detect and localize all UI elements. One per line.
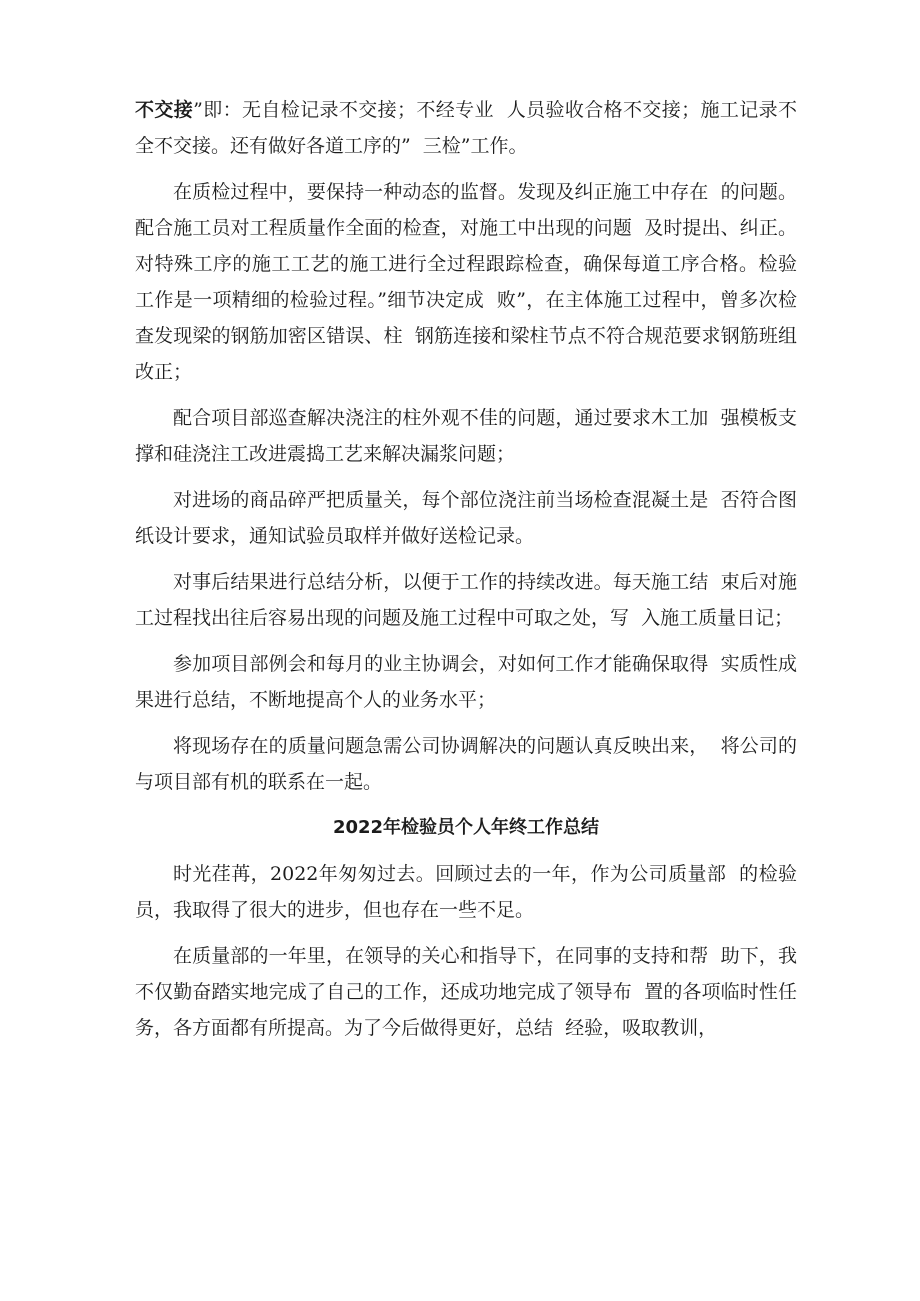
paragraph-report-issues: 将现场存在的质量问题急需公司协调解决的问题认真反映出来， 将公司的与项目部有机的联系在一起。	[135, 735, 797, 793]
paragraph-summary-analysis: 对事后结果进行总结分析，以便于工作的持续改进。每天施工结 束后对施工过程找出往后容易出现的问题及施工过程中可取之处，写 入施工质量日记；	[135, 571, 797, 629]
paragraph-year-review: 时光荏苒，2022年匆匆过去。回顾过去的一年，作为公司质量部 的检验员，我取得了很大的进步，但也存在一些不足。	[135, 863, 797, 921]
section-title: 2022年检验员个人年终工作总结	[332, 817, 600, 838]
paragraph-meetings: 参加项目部例会和每月的业主协调会，对如何工作才能确保取得 实质性成果进行总结，不断地提高个人的业务水平；	[135, 653, 797, 711]
document-body	[135, 92, 797, 1056]
paragraph-column-appearance: 配合项目部巡查解决浇注的柱外观不佳的问题，通过要求木工加 强模板支撑和硅浇注工改进震捣工艺来解决漏浆问题；	[135, 407, 797, 465]
paragraph-dynamic-supervision: 在质检过程中，要保持一种动态的监督。发现及纠正施工中存在 的问题。配合施工员对工程质量作全面的检查，对施工中出现的问题 及时提出、纠正。对特殊工序的施工工艺的施工进行全过程跟踪检查，确保每道工序合格。检验工作是一项精细的检验过程。”细节决定成 败”，在主体施工过程中，曾多次检查发现梁的钢筋加密区错误、柱 钢筋连接和梁柱节点不符合规范要求钢筋班组改正；	[135, 181, 797, 383]
paragraph-quality-dept: 在质量部的一年里，在领导的关心和指导下，在同事的支持和帮 助下，我不仅勤奋踏实地完成了自己的工作，还成功地完成了领导布 置的各项临时性任务，各方面都有所提高。为了今后做得更好，总结 经验，吸取教训，	[135, 945, 797, 1039]
intro-bold-text: 不交接	[135, 99, 194, 121]
intro-paragraph	[135, 92, 797, 164]
intro-text: ”即：无自检记录不交接；不经专业 人员验收合格不交接；施工记录不全不交接。还有做好各道工序的” 三检”工作。	[135, 99, 797, 157]
paragraph-concrete-quality: 对进场的商品碎严把质量关，每个部位浇注前当场检查混凝土是 否符合图纸设计要求，通知试验员取样并做好送检记录。	[135, 489, 797, 547]
